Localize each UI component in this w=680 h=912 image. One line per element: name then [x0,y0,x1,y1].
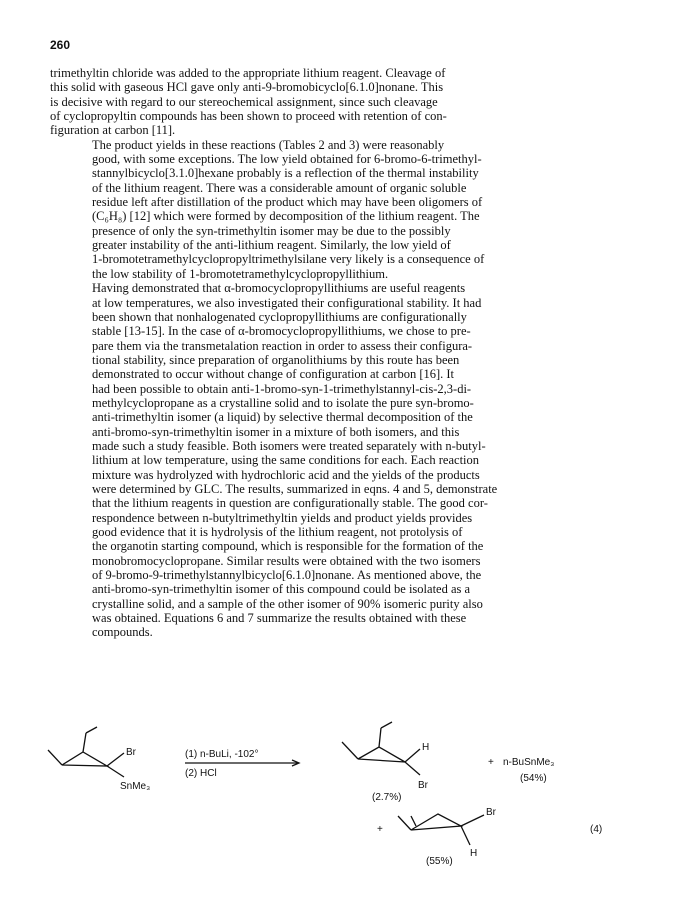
reaction-arrow-head [292,760,299,766]
paragraph [50,281,616,640]
text-line: mixture was hydrolyzed with hydrochloric acid and the yields of the products [92,467,480,482]
text-line: the low stability of 1-bromotetramethylcyclopropyllithium. [92,266,389,281]
text-line: at low temperatures, we also investigated their configurational stability. It had [92,295,482,310]
text-line: presence of only the syn-trimethyltin isomer may be due to the possibly [92,223,451,238]
equation-number: (4) [590,824,603,835]
text-line: anti-bromo-syn-trimethyltin isomer in a mixture of both isomers, and this [92,424,460,439]
text-line: methylcyclopropane as a crystalline solid and to isolate the pure syn-bromo- [92,395,474,410]
reactant-sn-label: SnMe₃ [120,781,151,792]
text-line: demonstrated to occur without change of configuration at carbon [16]. It [92,367,455,382]
product-1-br-label: Br [418,780,428,791]
product-2-h-label: H [470,848,478,859]
text-line: Having demonstrated that α-bromocyclopropyllithiums are useful reagents [92,281,466,296]
paragraph [50,66,616,138]
plus-sign-1: + [488,757,494,768]
text-line: residue left after distillation of the product which may have been oligomers of [92,195,483,210]
text-line: stannylbicyclo[3.1.0]hexane probably is a reflection of the thermal instability [92,166,479,181]
text-line: compounds. [92,625,153,640]
text-line: stable [13-15]. In the case of α-bromocyclopropyllithiums, we chose to pre- [92,324,471,339]
plus-sign-2: + [377,824,383,835]
reactant-structure [48,727,150,792]
text-line: pare them via the transmetalation reaction in order to assess their configura- [92,338,473,353]
body-text [50,66,616,640]
text-line: was obtained. Equations 6 and 7 summarize the results obtained with these [92,611,467,626]
page-number: 260 [50,38,71,52]
text-line: been shown that nonhalogenated cyclopropyllithiums are configurationally [92,309,467,324]
reactant-br-label: Br [126,747,136,758]
text-line: of 9-bromo-9-trimethylstannylbicyclo[6.1.0]nonane. As mentioned above, the [92,568,482,583]
text-line: of the lithium reagent. There was a considerable amount of organic soluble [92,180,467,195]
product-1-yield: (2.7%) [372,792,402,803]
text-line: is decisive with regard to our stereochemical assignment, since such cleavage [50,94,438,109]
product-1-structure [342,722,429,803]
text-line: this solid with gaseous HCl gave only anti-9-bromobicyclo[6.1.0]nonane. This [50,80,444,95]
text-line: of cyclopropyltin compounds has been shown to proceed with retention of con- [50,109,447,124]
reaction-arrow-group [185,749,299,779]
text-line: that the lithium reagents in question are configurationally stable. The good cor- [92,496,488,511]
text-line: anti-trimethyltin isomer (a liquid) by selective thermal decomposition of the [92,410,473,425]
text-line: were determined by GLC. The results, summarized in eqns. 4 and 5, demonstrate [92,481,498,496]
paragraph [50,138,616,281]
reaction-condition-1: (1) n-BuLi, -102° [185,749,259,760]
text-line: trimethyltin chloride was added to the appropriate lithium reagent. Cleavage of [50,66,446,80]
text-line: monobromocyclopropane. Similar results were obtained with the two isomers [92,553,481,568]
text-line: good evidence that it is hydrolysis of the lithium reagent, not protolysis of [92,525,463,539]
product-2-br-label: Br [486,807,496,818]
product-2-structure [377,807,497,867]
byproduct-yield: (54%) [520,773,547,784]
reaction-condition-2: (2) HCl [185,768,217,779]
product-1-h-label: H [422,742,430,753]
text-line: respondence between n-butyltrimethyltin yields and product yields provides [92,510,473,525]
text-line: figuration at carbon [11]. [50,123,176,138]
text-line: the organotin starting compound, which is responsible for the formation of the [92,539,484,554]
text-line: greater instability of the anti-lithium reagent. Similarly, the low yield of [92,238,451,253]
text-line: The product yields in these reactions (Tables 2 and 3) were reasonably [92,137,445,152]
text-line: (C₆H₈) [12] which were formed by decomposition of the lithium reagent. The [92,209,480,224]
text-line: lithium at low temperature, using the same conditions for each. Each reaction [92,453,480,468]
text-line: 1-bromotetramethylcyclopropyltrimethylsilane very likely is a consequence of [92,252,485,267]
byproduct-label: n-BuSnMe₃ [503,757,555,768]
text-line: anti-bromo-syn-trimethyltin isomer of this compound could be isolated as a [92,582,471,597]
text-line: had been possible to obtain anti-1-bromo-syn-1-trimethylstannyl-cis-2,3-di- [92,381,472,396]
text-line: good, with some exceptions. The low yield obtained for 6-bromo-6-trimethyl- [92,152,482,167]
product-2-yield: (55%) [426,856,453,867]
text-line: made such a study feasible. Both isomers were treated separately with n-butyl- [92,438,486,453]
text-line: crystalline solid, and a sample of the other isomer of 90% isomeric purity also [92,596,483,611]
text-line: tional stability, since preparation of organolithiums by this route has been [92,352,460,367]
